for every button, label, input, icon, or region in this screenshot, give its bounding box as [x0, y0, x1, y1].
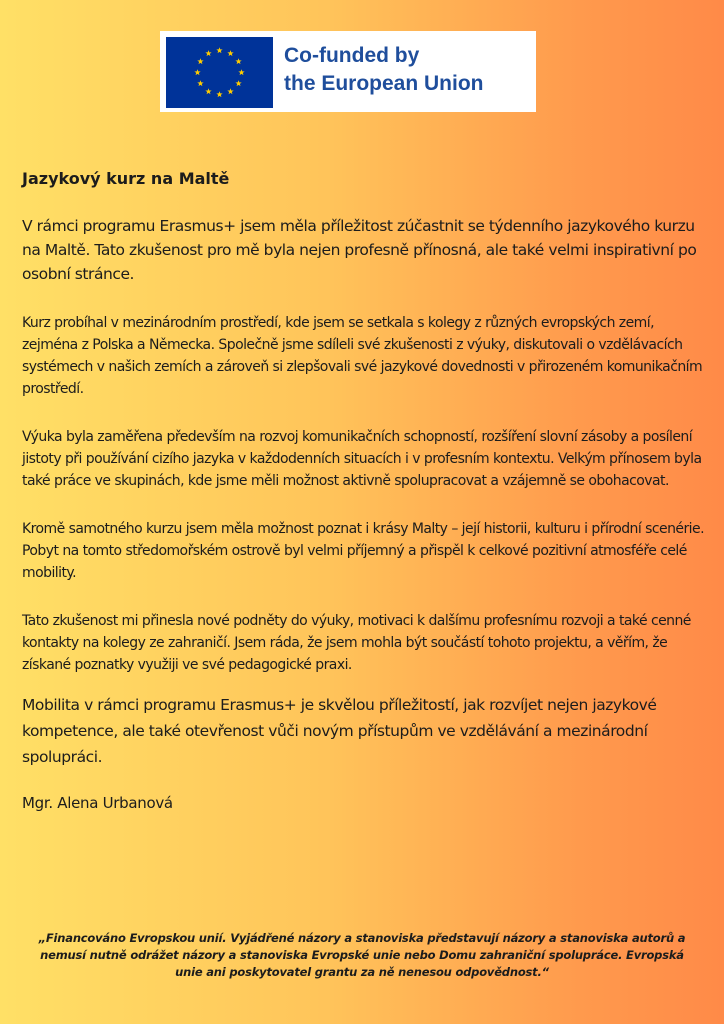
logo-line-2: the European Union [284, 72, 484, 95]
paragraph-intro: V rámci programu Erasmus+ jsem měla příležitost zúčastnit se týdenního jazykového kurzu na Maltě. Tato zkušenost pro mě byla nejen profesně přínosná, ale také velmi inspirativní po osobní stránce. [22, 217, 697, 283]
author-signature: Mgr. Alena Urbanová [22, 794, 173, 812]
eu-flag-icon [166, 37, 273, 108]
paragraph-benefits: Tato zkušenost mi přinesla nové podněty do výuky, motivaci k dalšímu profesnímu rozvoji a také cenné kontakty na kolegy ze zahraničí. Jsem ráda, že jsem mohla být součástí tohoto projektu, a věřím, že získané poznatky využiji ve své pedagogické praxi. [22, 613, 691, 673]
eu-cofunded-logo [160, 31, 536, 112]
paragraph-malta: Kromě samotného kurzu jsem měla možnost poznat i krásy Malty – její historii, kulturu i přírodní scenérie. Pobyt na tomto středomořském ostrově byl velmi příjemný a přispěl k celkové pozitivní atmosféře celé mobility. [22, 521, 704, 581]
paragraph-teaching: Výuka byla zaměřena především na rozvoj komunikačních schopností, rozšíření slovní zásoby a posílení jistoty při používání cizího jazyka v každodenních situacích i v profesním kontextu. Velkým přínosem byla také práce ve skupinách, kde jsme měli možnost aktivně spolupracovat a vzájemně se obohacovat. [22, 429, 702, 489]
article-title: Jazykový kurz na Maltě [22, 169, 230, 188]
logo-line-1: Co-funded by [284, 44, 420, 67]
article-body [22, 214, 712, 814]
funding-disclaimer: „Financováno Evropskou unií. Vyjádřené názory a stanoviska představují názory a stanoviska autorů a nemusí nutně odrážet názory a stanoviska Evropské unie nebo Domu zahraniční spolupráce. Evropská unie ani poskytovatel grantu za ně nenesou odpovědnost.“ [38, 931, 686, 979]
logo-text [284, 42, 484, 98]
paragraph-course: Kurz probíhal v mezinárodním prostředí, kde jsem se setkala s kolegy z různých evropských zemí, zejména z Polska a Německa. Společně jsme sdíleli své zkušenosti z výuky, diskutovali o vzdělávacích systémech v našich zemích a zároveň si zlepšovali své jazykové dovednosti v přirozeném komunikačním prostředí. [22, 315, 703, 397]
paragraph-conclusion: Mobilita v rámci programu Erasmus+ je skvělou příležitostí, jak rozvíjet nejen jazykové kompetence, ale také otevřenost vůči novým přístupům ve vzdělávání a mezinárodní spolupráci. [22, 696, 657, 766]
